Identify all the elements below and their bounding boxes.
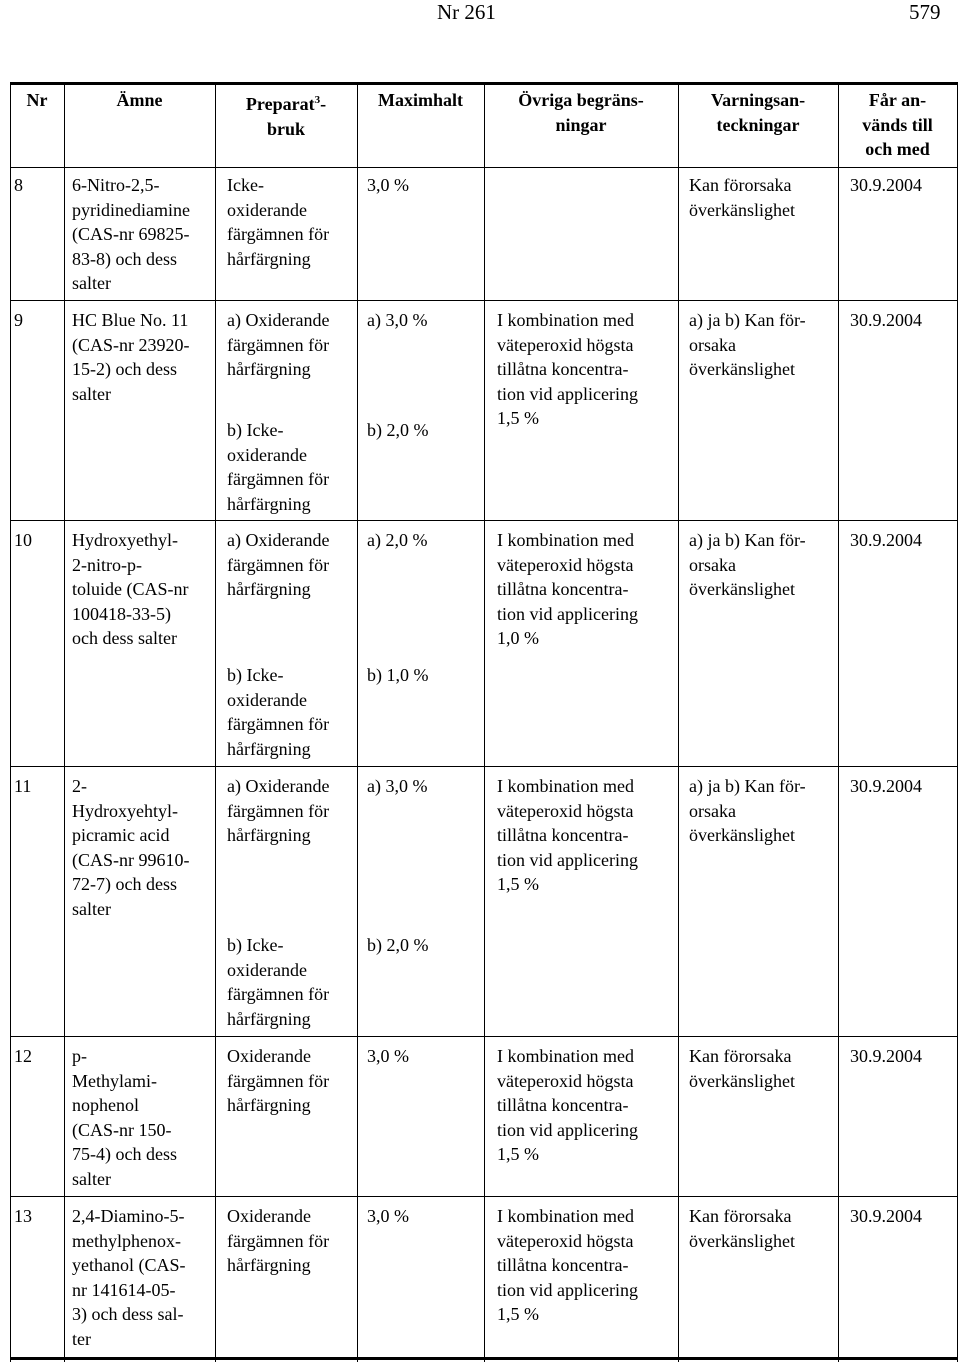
row-restrictions: I kombination med väteperoxid högsta tillåtna koncentra- tion vid applicering 1,0 % xyxy=(497,530,638,649)
header-preparat-text: Preparat xyxy=(245,94,315,114)
row-max-concentration-a: a) 3,0 % xyxy=(367,310,428,330)
row-warning: a) ja b) Kan för- orsaka överkänslighet xyxy=(689,530,806,600)
header-far-anvandas: Får an- vänds till och med xyxy=(862,90,933,160)
column-rule xyxy=(838,82,839,1362)
row-preparation-a: a) Oxiderande färgämnen för hårfärgning xyxy=(227,776,330,846)
page-number: 579 xyxy=(909,0,941,24)
row-max-concentration-b: b) 2,0 % xyxy=(367,935,429,955)
row-max-concentration: 3,0 % xyxy=(367,1046,409,1066)
row-warning: Kan förorsaka överkänslighet xyxy=(689,175,795,220)
row-preparation-b: b) Icke- oxiderande färgämnen för hårfärgning xyxy=(227,935,330,1029)
row-date: 30.9.2004 xyxy=(850,175,922,195)
header-preparat-text-end: - bruk xyxy=(266,94,327,139)
row-nr: 10 xyxy=(14,530,32,550)
row-date: 30.9.2004 xyxy=(850,310,922,330)
row-restrictions: I kombination med väteperoxid högsta tillåtna koncentra- tion vid applicering 1,5 % xyxy=(497,776,638,895)
header-preparat xyxy=(215,88,357,141)
row-max-concentration: 3,0 % xyxy=(367,175,409,195)
row-warning: a) ja b) Kan för- orsaka överkänslighet xyxy=(689,310,806,380)
row-preparation: Icke- oxiderande färgämnen för hårfärgning xyxy=(227,175,330,269)
header-varningsanteckningar: Varningsan- teckningar xyxy=(710,90,806,135)
row-date: 30.9.2004 xyxy=(850,530,922,550)
row-max-concentration-b: b) 1,0 % xyxy=(367,665,429,685)
row-warning: a) ja b) Kan för- orsaka överkänslighet xyxy=(689,776,806,846)
row-warning: Kan förorsaka överkänslighet xyxy=(689,1206,795,1251)
row-nr: 12 xyxy=(14,1046,32,1066)
column-rule xyxy=(678,82,679,1362)
row-max-concentration-a: a) 2,0 % xyxy=(367,530,428,550)
row-date: 30.9.2004 xyxy=(850,1046,922,1066)
row-date: 30.9.2004 xyxy=(850,1206,922,1226)
row-nr: 11 xyxy=(14,776,32,796)
header-maximihalt: Maximhalt xyxy=(378,90,463,110)
row-nr: 8 xyxy=(14,175,23,195)
row-nr: 13 xyxy=(14,1206,32,1226)
document-number: Nr 261 xyxy=(437,0,496,24)
row-preparation: Oxiderande färgämnen för hårfärgning xyxy=(227,1046,330,1116)
row-max-concentration: 3,0 % xyxy=(367,1206,409,1226)
header-nr: Nr xyxy=(26,90,48,110)
column-rule xyxy=(484,82,485,1362)
row-max-concentration-b: b) 2,0 % xyxy=(367,420,429,440)
row-restrictions: I kombination med väteperoxid högsta tillåtna koncentra- tion vid applicering 1,5 % xyxy=(497,310,638,429)
column-rule xyxy=(357,82,358,1362)
column-rule xyxy=(215,82,216,1362)
row-substance: HC Blue No. 11 (CAS-nr 23920- 15-2) och dess salter xyxy=(72,310,190,404)
row-substance: 2- Hydroxyehtyl- picramic acid (CAS-nr 99610- 72-7) och dess salter xyxy=(72,776,190,919)
header-ovriga-begransningar: Övriga begräns- ningar xyxy=(518,90,644,135)
row-substance: 2,4-Diamino-5- methylphenox- yethanol (CAS- nr 141614-05- 3) och dess sal- ter xyxy=(72,1206,186,1349)
row-preparation-a: a) Oxiderande färgämnen för hårfärgning xyxy=(227,310,330,380)
row-preparation-a: a) Oxiderande färgämnen för hårfärgning xyxy=(227,530,330,600)
row-restrictions: I kombination med väteperoxid högsta tillåtna koncentra- tion vid applicering 1,5 % xyxy=(497,1046,638,1165)
row-date: 30.9.2004 xyxy=(850,776,922,796)
column-rule xyxy=(10,82,11,1362)
row-substance: Hydroxyethyl- 2-nitro-p- toluide (CAS-nr 100418-33-5) och dess salter xyxy=(72,530,189,649)
row-restrictions: I kombination med väteperoxid högsta tillåtna koncentra- tion vid applicering 1,5 % xyxy=(497,1206,638,1325)
row-warning: Kan förorsaka överkänslighet xyxy=(689,1046,795,1091)
row-nr: 9 xyxy=(14,310,23,330)
row-substance: p- Methylami- nophenol (CAS-nr 150- 75-4) och dess salter xyxy=(72,1046,177,1189)
column-rule xyxy=(957,82,958,1362)
column-rule xyxy=(64,82,65,1362)
row-max-concentration-a: a) 3,0 % xyxy=(367,776,428,796)
row-preparation-b: b) Icke- oxiderande färgämnen för hårfärgning xyxy=(227,665,330,759)
row-preparation: Oxiderande färgämnen för hårfärgning xyxy=(227,1206,330,1276)
footnote-marker: 3 xyxy=(314,94,321,106)
row-preparation-b: b) Icke- oxiderande färgämnen för hårfärgning xyxy=(227,420,330,514)
row-substance: 6-Nitro-2,5- pyridinediamine (CAS-nr 69825- 83-8) och dess salter xyxy=(72,175,190,294)
header-amne: Ämne xyxy=(116,90,163,110)
